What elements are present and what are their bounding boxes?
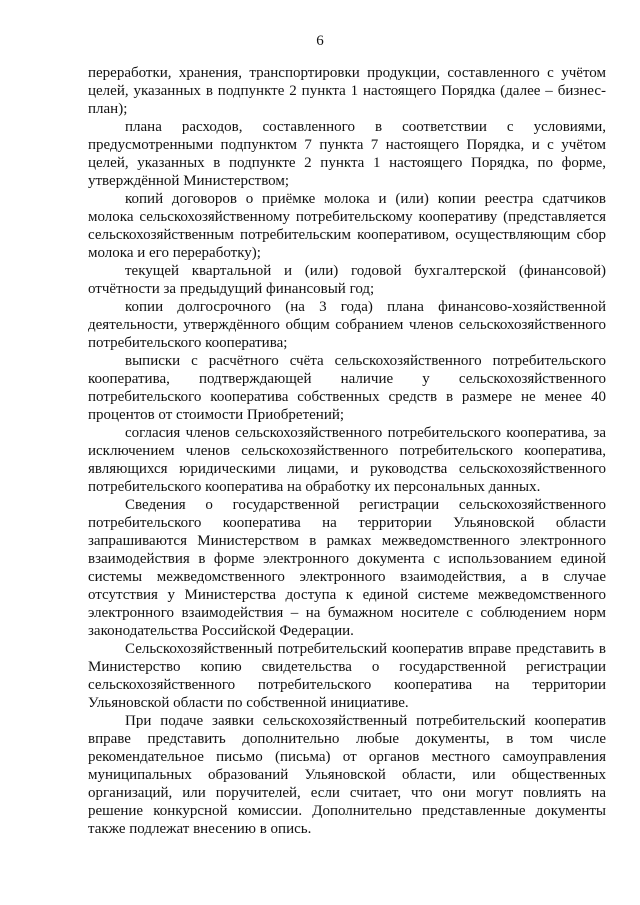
paragraph-milk-contracts: копий договоров о приёмке молока и (или) копии реестра сдатчиков молока сельскохозяйственному потребительскому кооперативу (представляется сельскохозяйственным потребительским кооперативом, осуществляющим сбор молока и его переработку); xyxy=(88,191,606,261)
paragraph-state-registration-request: Сведения о государственной регистрации сельскохозяйственного потребительского кооператива на территории Ульяновской области запрашиваются Министерством в рамках межведомственного электронного взаимодействия в форме электронного документа с использованием единой системы межведомственного электронного взаимодействия, а в случае отсутствия у Министерства доступа к единой системе межведомственного электронного взаимодействия – на бумажном носителе с соблюдением норм законодательства Российской Федерации. xyxy=(88,497,606,639)
document-body xyxy=(88,64,606,838)
paragraph-business-plan-continuation: переработки, хранения, транспортировки продукции, составленного с учётом целей, указанных в подпункте 2 пункта 1 настоящего Порядка (далее – бизнес-план); xyxy=(88,65,606,117)
paragraph-bank-statement: выписки с расчётного счёта сельскохозяйственного потребительского кооператива, подтверждающей наличие у сельскохозяйственного потребительского кооператива собственных средств в размере не менее 40 процентов от стоимости Приобретений; xyxy=(88,353,606,423)
paragraph-additional-documents: При подаче заявки сельскохозяйственный потребительский кооператив вправе представить дополнительно любые документы, в том числе рекомендательное письмо (письма) от органов местного самоуправления муниципальных образований Ульяновской области, или общественных организаций, или поручителей, если считает, что они могут повлиять на решение конкурсной комиссии. Дополнительно представленные документы также подлежат внесению в опись. xyxy=(88,713,606,837)
page-number: 6 xyxy=(316,33,324,49)
paragraph-accounting-reports: текущей квартальной и (или) годовой бухгалтерской (финансовой) отчётности за предыдущий финансовый год; xyxy=(88,263,606,297)
paragraph-expense-plan: плана расходов, составленного в соответствии с условиями, предусмотренными подпунктом 7 пункта 7 настоящего Порядка, и с учётом целей, указанных в подпункте 2 пункта 1 настоящего Порядка, по форме, утверждённой Министерством; xyxy=(88,119,606,189)
paragraph-long-term-plan: копии долгосрочного (на 3 года) плана финансово-хозяйственной деятельности, утверждённого общим собранием членов сельскохозяйственного потребительского кооператива; xyxy=(88,299,606,351)
paragraph-personal-data-consent: согласия членов сельскохозяйственного потребительского кооператива, за исключением членов сельскохозяйственного потребительского кооператива, являющихся юридическими лицами, и руководства сельскохозяйственного потребительского кооператива на обработку их персональных данных. xyxy=(88,425,606,495)
paragraph-registration-certificate: Сельскохозяйственный потребительский кооператив вправе представить в Министерство копию свидетельства о государственной регистрации сельскохозяйственного потребительского кооператива на территории Ульяновской области по собственной инициативе. xyxy=(88,641,606,711)
